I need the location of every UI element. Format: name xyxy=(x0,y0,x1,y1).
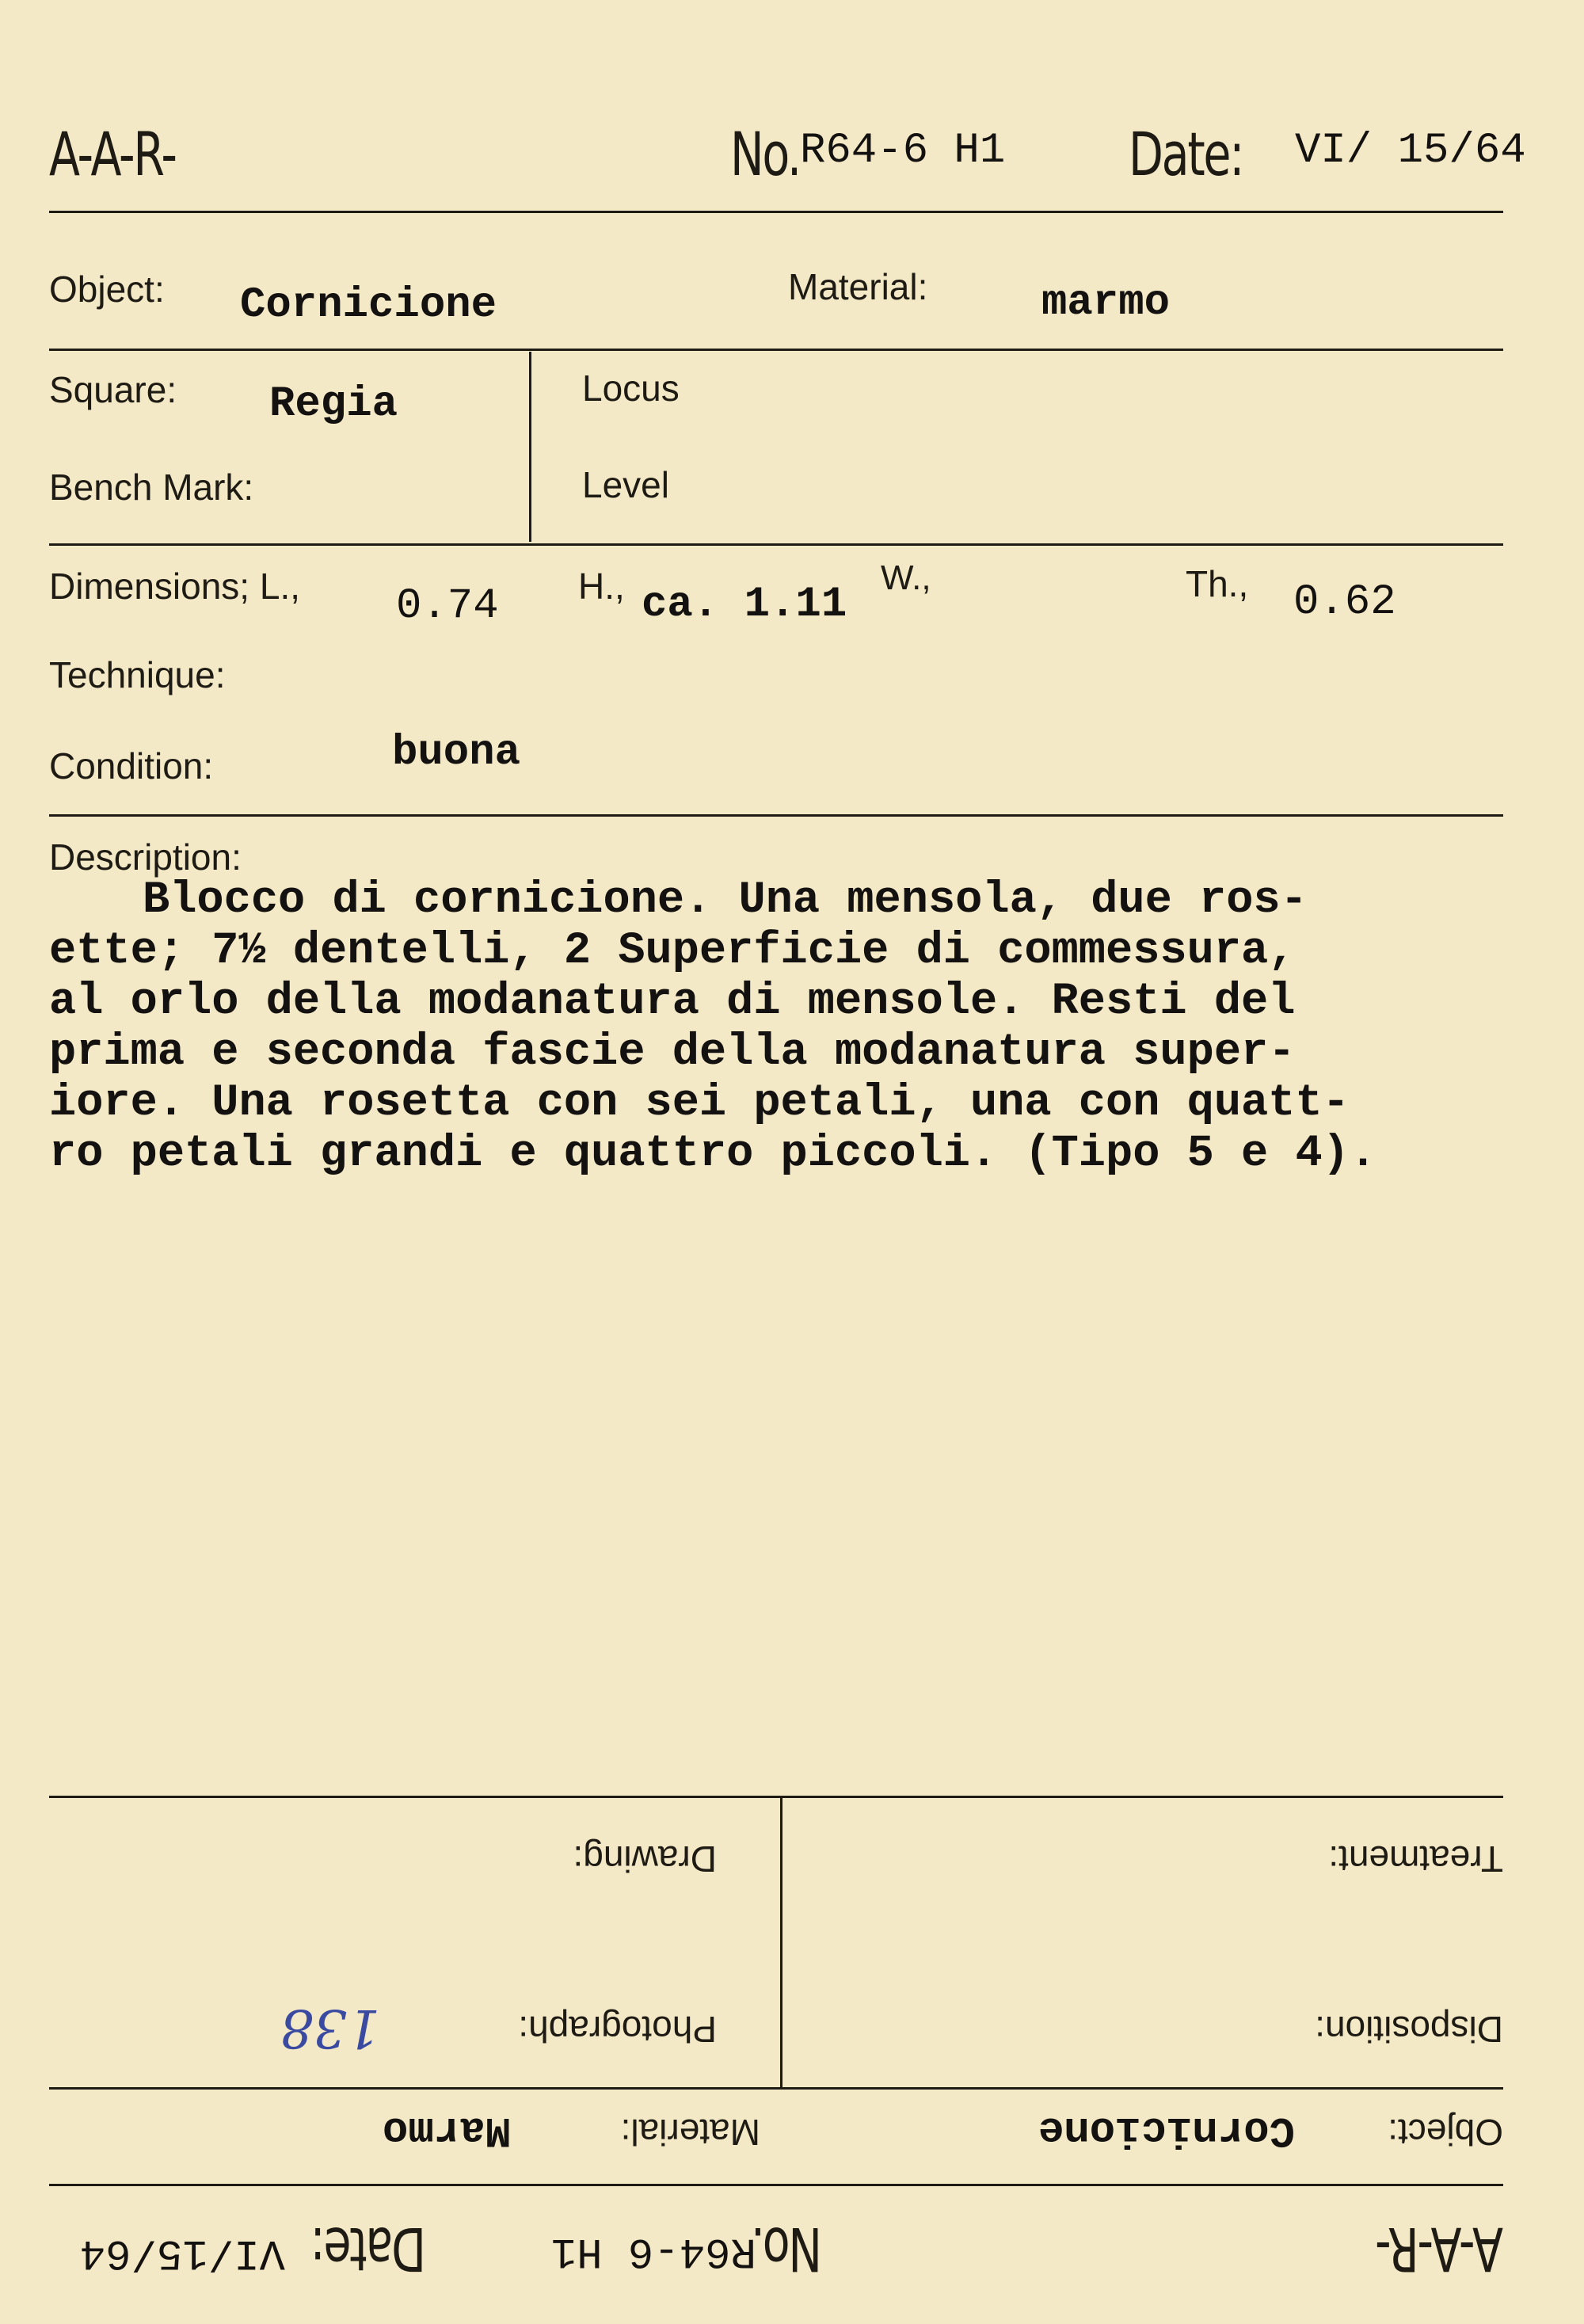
dimensions-label: Dimensions; L., xyxy=(49,566,301,607)
description-line: prima e seconda fascie della modanatura super- xyxy=(49,1027,1296,1078)
description-line: ette; 7½ dentelli, 2 Superficie di commessura, xyxy=(49,926,1296,977)
org-label: A-A-R- xyxy=(49,119,176,189)
condition-label: Condition: xyxy=(49,745,214,787)
condition-value: buona xyxy=(392,729,521,777)
height-value: ca. 1.11 xyxy=(642,581,847,629)
photograph-value: 138 xyxy=(280,1998,380,2059)
square-value: Regia xyxy=(269,380,398,429)
footer-date-label: Date: xyxy=(311,2214,426,2284)
photograph-label: Photograph: xyxy=(518,2009,717,2050)
footer-number-label: No. xyxy=(752,2214,822,2284)
level-label: Level xyxy=(582,464,669,505)
description-line: al orlo della modanatura di mensole. Resti del xyxy=(49,977,1296,1027)
header-rule xyxy=(49,211,1503,213)
square-divider xyxy=(529,352,531,542)
object-rule xyxy=(49,349,1503,351)
description-label: Description: xyxy=(49,836,242,878)
length-value: 0.74 xyxy=(396,582,499,631)
footer-header-rule xyxy=(49,2184,1503,2186)
square-label: Square: xyxy=(49,369,177,410)
date-value: VI/ 15/64 xyxy=(1295,127,1526,175)
number-label: No. xyxy=(730,119,800,189)
thickness-label: Th., xyxy=(1186,563,1249,604)
footer-object-value: Cornicione xyxy=(1038,2105,1295,2154)
condition-rule xyxy=(49,814,1503,817)
number-value: R64-6 H1 xyxy=(800,127,1006,175)
width-label: W., xyxy=(881,558,931,597)
footer-number-value: R64-6 H1 xyxy=(550,2227,756,2275)
square-rule xyxy=(49,543,1503,546)
footer-object-label: Object: xyxy=(1388,2112,1503,2153)
bench-mark-label: Bench Mark: xyxy=(49,467,254,508)
treatment-label: Treatment: xyxy=(1328,1838,1503,1880)
description-line: Blocco di cornicione. Una mensola, due ros- xyxy=(143,875,1308,926)
date-label: Date: xyxy=(1129,119,1243,189)
object-value: Cornicione xyxy=(240,281,497,330)
footer-material-value: Marmo xyxy=(382,2105,511,2154)
footer-org-label: A-A-R- xyxy=(1376,2214,1503,2284)
description-line: iore. Una rosetta con sei petali, una con quatt- xyxy=(49,1078,1350,1129)
inverted-footer xyxy=(0,1687,1584,2324)
material-label: Material: xyxy=(788,266,928,307)
material-value: marmo xyxy=(1041,279,1171,327)
footer-object-rule xyxy=(49,2087,1503,2090)
technique-label: Technique: xyxy=(49,654,226,695)
height-label: H., xyxy=(578,566,625,607)
drawing-label: Drawing: xyxy=(573,1838,717,1880)
description-line: ro petali grandi e quattro piccoli. (Tipo 5 e 4). xyxy=(49,1129,1377,1179)
object-label: Object: xyxy=(49,269,165,310)
thickness-value: 0.62 xyxy=(1293,578,1396,627)
disposition-label: Disposition: xyxy=(1315,2009,1503,2050)
footer-bottom-rule xyxy=(49,1796,1503,1798)
footer-date-value: VI/15/64 xyxy=(79,2228,285,2276)
locus-label: Locus xyxy=(582,368,680,409)
footer-divider xyxy=(780,1798,782,2088)
footer-material-label: Material: xyxy=(620,2112,760,2153)
